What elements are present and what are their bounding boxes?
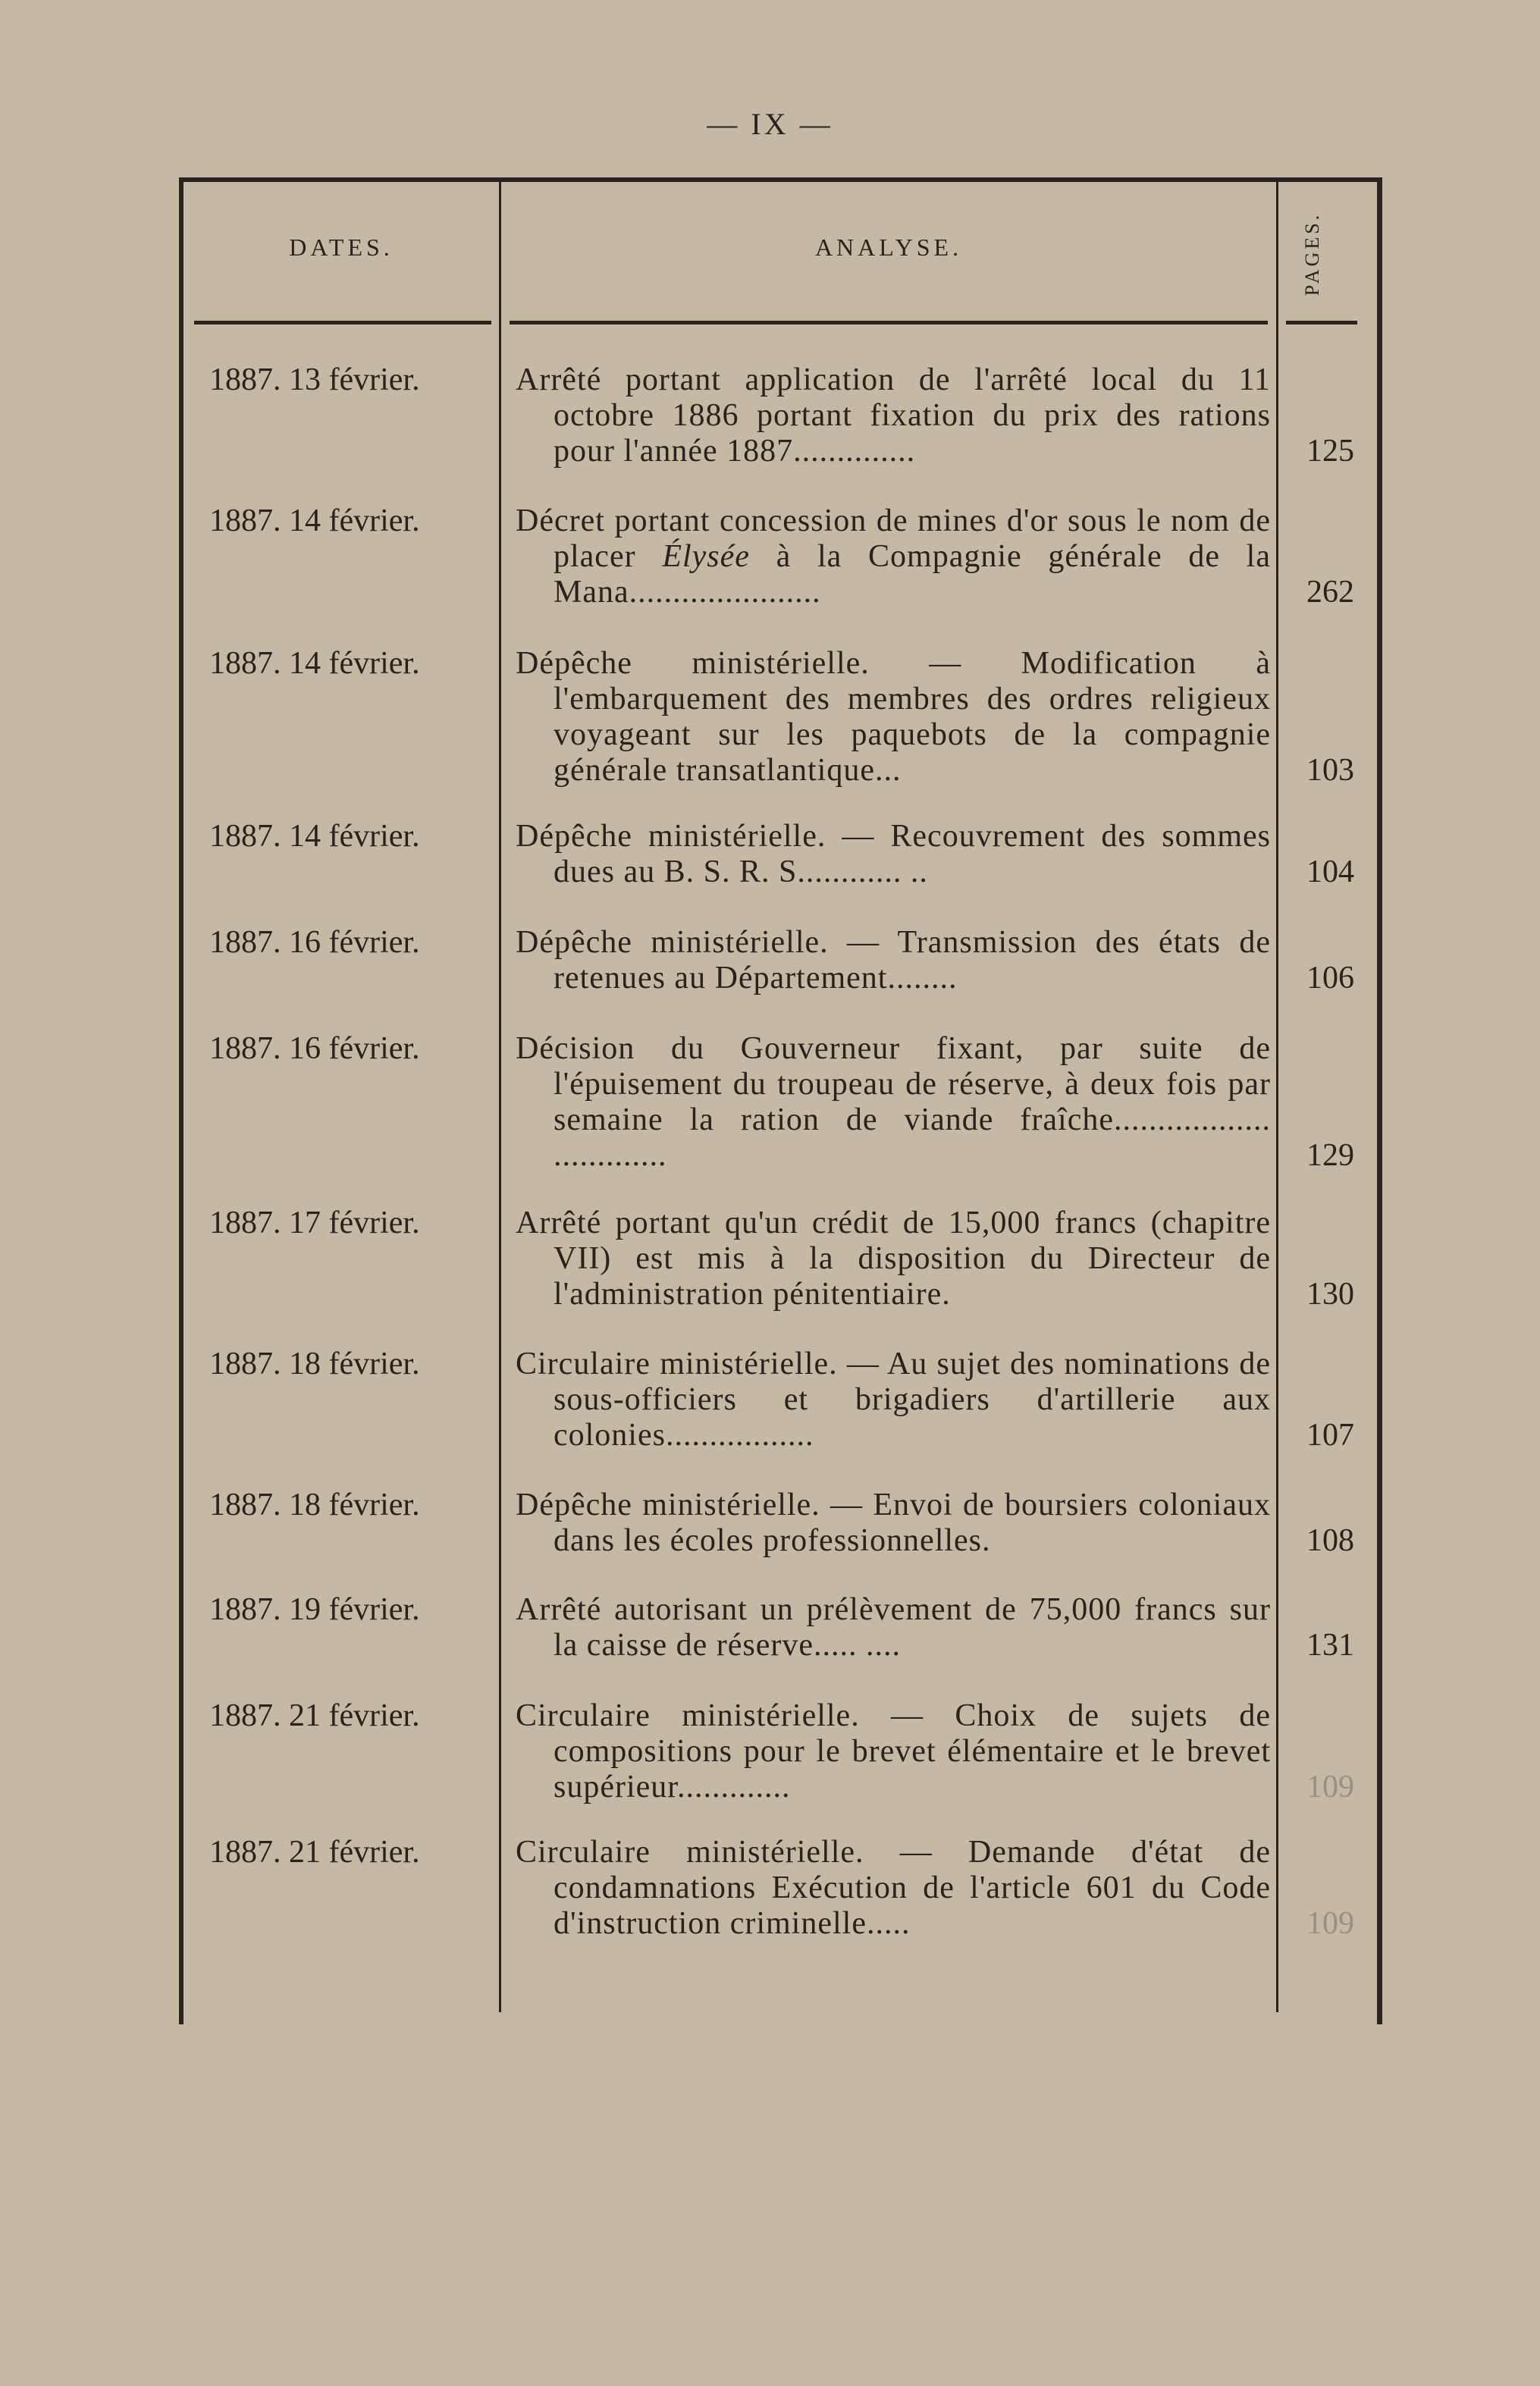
entry-date: 1887. 14 février. bbox=[209, 819, 420, 854]
entry-page: 125 bbox=[1306, 434, 1354, 469]
entry-analyse: Arrêté portant qu'un crédit de 15,000 francs (chapitre VII) est mis à la disposition du Directeur de l'administration pénitentiaire. bbox=[516, 1206, 1271, 1312]
entry-date: 1887. 18 février. bbox=[209, 1488, 420, 1522]
header-pages bbox=[1278, 190, 1347, 318]
entry-date: 1887. 16 février. bbox=[209, 1031, 420, 1066]
entry-date: 1887. 21 février. bbox=[209, 1698, 420, 1733]
entry-date: 1887. 21 février. bbox=[209, 1835, 420, 1870]
header-dates: DATES. bbox=[289, 234, 394, 261]
entry-page: 109 bbox=[1306, 1906, 1354, 1941]
entry-analyse: Dépêche ministérielle. — Transmission des états de retenues au Département........ bbox=[516, 925, 1271, 995]
entry-analyse: Arrêté portant application de l'arrêté local du 11 octobre 1886 portant fixation du prix des rations pour l'année 1887.............. bbox=[516, 362, 1271, 469]
entry-page: 129 bbox=[1306, 1138, 1354, 1173]
entry-analyse: Décision du Gouverneur fixant, par suite de l'épuisement du troupeau de réserve, à deux fois par semaine la ration de viande fraîche.................. ............. bbox=[516, 1031, 1271, 1173]
entry-page: 107 bbox=[1306, 1418, 1354, 1453]
header-pages-label: PAGES. bbox=[1301, 212, 1323, 296]
entry-date: 1887. 17 février. bbox=[209, 1206, 420, 1240]
entry-page: 104 bbox=[1306, 854, 1354, 889]
entry-analyse-pre: Décret portant concession de mines d'or sous le nom de placer bbox=[516, 503, 1271, 574]
entry-page: 108 bbox=[1306, 1523, 1354, 1558]
entry-analyse: Circulaire ministérielle. — Au sujet des nominations de sous-officiers et brigadiers d'artillerie aux colonies................. bbox=[516, 1347, 1271, 1453]
entry-date: 1887. 19 février. bbox=[209, 1592, 420, 1627]
entry-analyse-post: à la Compagnie générale de la Mana...................... bbox=[554, 539, 1271, 610]
entry-analyse: Circulaire ministérielle. — Choix de sujets de compositions pour le brevet élémentaire et le brevet supérieur............. bbox=[516, 1698, 1271, 1804]
header-analyse: ANALYSE. bbox=[814, 234, 963, 261]
entry-page: 131 bbox=[1306, 1628, 1354, 1663]
entry-date: 1887. 14 février. bbox=[209, 646, 420, 681]
header-rule-dates bbox=[194, 321, 491, 325]
page-number: — IX — bbox=[707, 107, 833, 141]
entry-analyse: Dépêche ministérielle. — Modification à l'embarquement des membres des ordres religieux voyageant sur les paquebots de la compagnie générale transatlantique... bbox=[516, 646, 1271, 788]
column-rule-pages bbox=[1276, 177, 1278, 2012]
entry-analyse bbox=[516, 503, 1271, 610]
entry-page: 262 bbox=[1306, 575, 1354, 610]
entry-analyse: Arrêté autorisant un prélèvement de 75,000 francs sur la caisse de réserve..... .... bbox=[516, 1592, 1271, 1663]
entry-page: 103 bbox=[1306, 753, 1354, 788]
header-rule-pages bbox=[1286, 321, 1357, 325]
entry-analyse: Dépêche ministérielle. — Envoi de boursiers coloniaux dans les écoles professionnelles. bbox=[516, 1488, 1271, 1558]
entry-page: 130 bbox=[1306, 1277, 1354, 1312]
entry-page: 109 bbox=[1306, 1770, 1354, 1804]
entry-analyse: Dépêche ministérielle. — Recouvrement des sommes dues au B. S. R. S............ .. bbox=[516, 819, 1271, 889]
entry-analyse-italic: Élysée bbox=[662, 539, 750, 574]
entry-page: 106 bbox=[1306, 961, 1354, 995]
column-rule-dates bbox=[499, 177, 501, 2012]
entry-date: 1887. 13 février. bbox=[209, 362, 420, 397]
entry-date: 1887. 18 février. bbox=[209, 1347, 420, 1381]
entry-analyse: Circulaire ministérielle. — Demande d'état de condamnations Exécution de l'article 601 du Code d'instruction criminelle..... bbox=[516, 1835, 1271, 1941]
entry-date: 1887. 16 février. bbox=[209, 925, 420, 960]
entry-date: 1887. 14 février. bbox=[209, 503, 420, 538]
header-rule-analyse bbox=[510, 321, 1268, 325]
